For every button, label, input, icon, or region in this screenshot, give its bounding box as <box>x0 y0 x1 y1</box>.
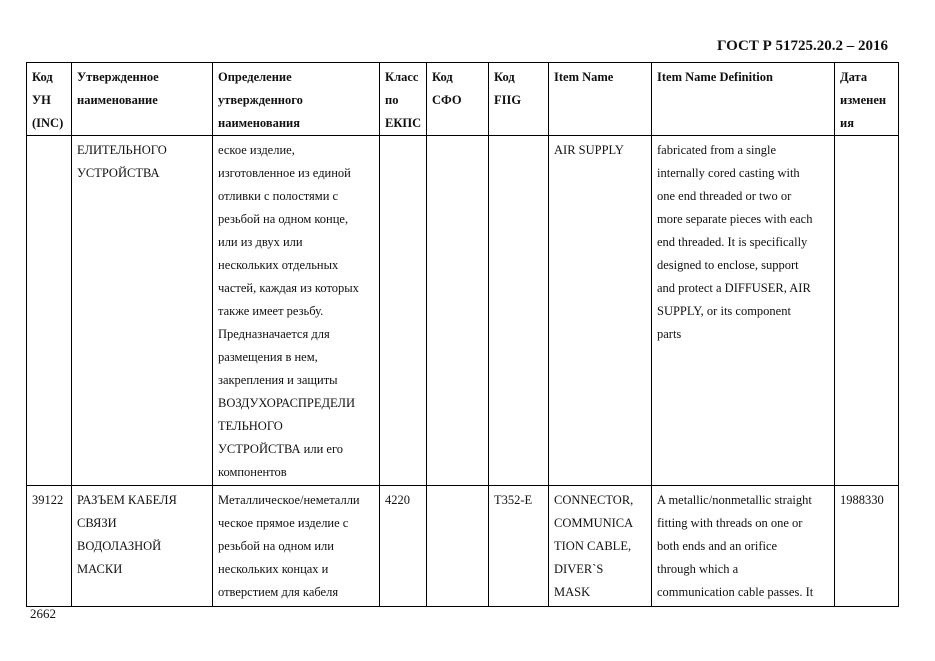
cell-fiig-code: T352-E <box>489 486 549 607</box>
cell-change-date: 1988330 <box>835 486 899 607</box>
cell-sfo-code <box>427 136 489 486</box>
table-header-row <box>27 63 899 136</box>
cell-item-name-definition: fabricated from a single internally cored casting with one end threaded or two or more separate pieces with each end threaded. It is specifically designed to enclose, support and protect a DIFFUSER, AIR SUPPLY, or its component parts <box>652 136 835 486</box>
table-row <box>27 136 899 486</box>
header-change-date: Дата изменен ия <box>835 63 899 136</box>
page-number: 2662 <box>30 606 56 621</box>
table-row <box>27 486 899 607</box>
cell-sfo-code <box>427 486 489 607</box>
cell-fiig-code <box>489 136 549 486</box>
header-class: Класс по ЕКПС <box>380 63 427 136</box>
header-item-name: Item Name <box>549 63 652 136</box>
cell-class: 4220 <box>380 486 427 607</box>
header-sfo-code: Код СФО <box>427 63 489 136</box>
cell-inc-code <box>27 136 72 486</box>
cell-item-name-definition: A metallic/nonmetallic straight fitting with threads on one or both ends and an orifice through which a communication cable passes. It <box>652 486 835 607</box>
header-fiig-code: Код FIIG <box>489 63 549 136</box>
cell-name-definition: еское изделие, изготовленное из единой отливки с полостями с резьбой на одном конце, или из двух или нескольких отдельных частей, каждая из которых также имеет резьбу. Предназначается для размещения в нем, закрепления и защиты ВОЗДУХОРАСПРЕДЕЛИ ТЕЛЬНОГО УСТРОЙСТВА или его компонентов <box>213 136 380 486</box>
document-header: ГОСТ Р 51725.20.2 – 2016 <box>716 38 888 54</box>
cell-class <box>380 136 427 486</box>
cell-item-name: CONNECTOR, COMMUNICA TION CABLE, DIVER`S MASK <box>549 486 652 607</box>
cell-name-definition: Металлическое/неметалли ческое прямое изделие с резьбой на одном или нескольких концах и отверстием для кабеля <box>213 486 380 607</box>
item-name-table <box>26 62 899 607</box>
header-inc-code: Код УН (INC) <box>27 63 72 136</box>
cell-item-name: AIR SUPPLY <box>549 136 652 486</box>
cell-change-date <box>835 136 899 486</box>
header-name-definition: Определение утвержденного наименования <box>213 63 380 136</box>
header-approved-name: Утвержденное наименование <box>72 63 213 136</box>
cell-inc-code: 39122 <box>27 486 72 607</box>
cell-approved-name: РАЗЪЕМ КАБЕЛЯ СВЯЗИ ВОДОЛАЗНОЙ МАСКИ <box>72 486 213 607</box>
cell-approved-name: ЕЛИТЕЛЬНОГО УСТРОЙСТВА <box>72 136 213 486</box>
header-item-name-definition: Item Name Definition <box>652 63 835 136</box>
